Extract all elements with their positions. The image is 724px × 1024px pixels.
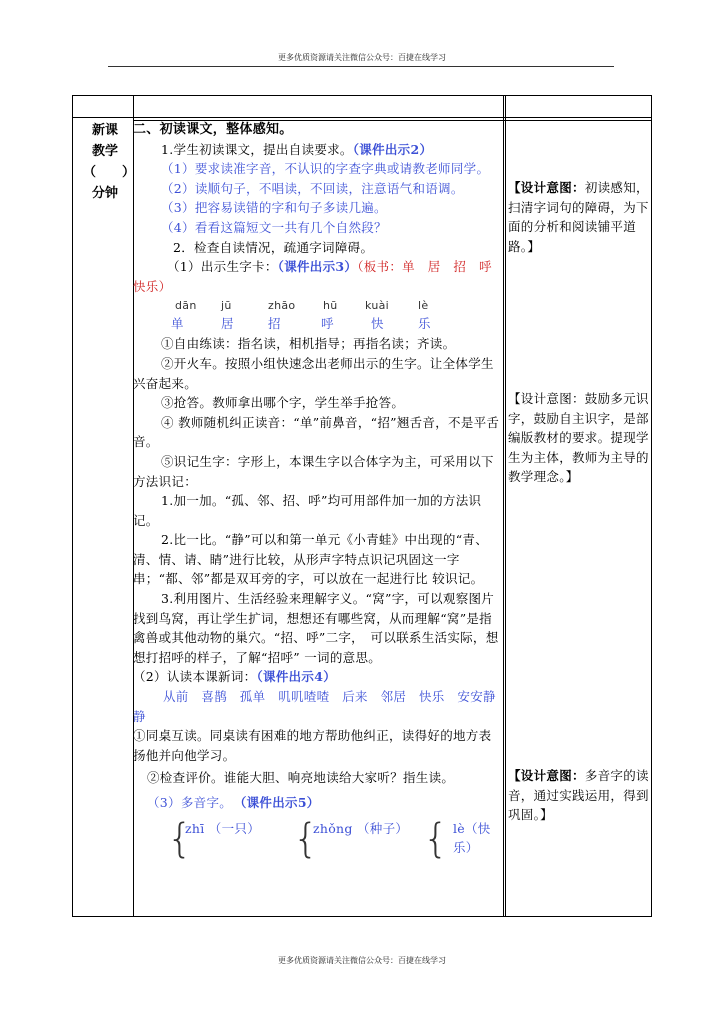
column-divider-2 <box>503 96 506 916</box>
brace-icon-1: { <box>167 815 193 862</box>
brace-icon-2: { <box>293 815 319 862</box>
section-label <box>83 120 136 204</box>
step-2-2-text: （2）认读本课新词： <box>133 669 257 685</box>
hanzi-5: 快 <box>371 316 384 332</box>
pinyin-4: hū <box>323 299 338 313</box>
page-footer-text: 更多优质资源请关注微信公众号：百捷在线学习 <box>278 956 446 965</box>
requirement-2: （2）读顺句子，不唱读，不回读，注意语气和语调。 <box>161 180 464 196</box>
pinyin-row <box>133 296 503 314</box>
method-5: ⑤识记生字：字形上，本课生字以合体字为主，可采用以下方法识记： <box>133 453 494 489</box>
header-divider <box>108 66 614 67</box>
intent-3-label: 【设计意图： <box>508 768 585 783</box>
step-2-2 <box>133 667 503 687</box>
word-activity-2: ②检查评价。谁能大胆、响亮地读给大家听？指生读。 <box>147 770 455 786</box>
pinyin-1: dān <box>175 299 197 313</box>
hanzi-row <box>133 314 503 334</box>
step-1-text: 1.学生初读课文，提出自读要求。 <box>161 141 353 157</box>
pinyin-3: zhāo <box>268 299 296 313</box>
word-activity-1: ①同桌互读。同桌读有困难的地方帮助他纠正，读得好的地方表扬他并向他学习。 <box>133 728 492 763</box>
requirement-4: （4）看看这篇短文一共有几个自然段？ <box>161 219 387 235</box>
memorize-2: 2.比一比。“静”可以和第一单元《小青蛙》中出现的“青、清、情、请、睛”进行比较，从形声字特点识记巩固这一字串；“都、邻”都是双耳旁的字，可以放在一起进行比 较识记。 <box>133 532 488 587</box>
hanzi-3: 招 <box>268 316 281 332</box>
memorize-3: 3.利用图片、生活经验来理解字义。“窝”字，可以观察图片找到鸟窝，再让学生扩词，想想还有哪些窝，从而理解“窝”是指禽兽或其他动物的巢穴。“招、呼”二字， 可以联系生活实际，想想打招呼的样子，了解“招呼” 一词的意思。 <box>133 591 499 665</box>
page-header-text: 更多优质资源请关注微信公众号：百捷在线学习 <box>278 53 446 62</box>
board-note: （板书：单 居 招 呼 快乐） <box>133 259 505 294</box>
step-2-3-text: （3）多音字。 <box>147 795 233 810</box>
method-2: ②开火车。按照小组快速念出老师出示的生字。让全体学生兴奋起来。 <box>133 355 494 391</box>
design-intent-2: 【设计意图：鼓励多元识字，鼓励自主识字，是部编版教材的要求。提现学生为主体，教师为主导的教学理念。】 <box>508 391 649 485</box>
new-words: 从前 喜鹊 孤单 叽叽喳喳 后来 邻居 快乐 安安静静 <box>133 689 496 724</box>
method-4: ④ 教师随机纠正读音：“单”前鼻音，“招”翘舌音，不是平舌音。 <box>133 414 500 450</box>
label-line-3: （ ） <box>83 165 136 180</box>
courseware-tag-2: （课件出示2） <box>352 141 433 157</box>
polyphone-3: lè（快乐） <box>453 820 491 856</box>
lesson-table <box>72 95 652 917</box>
step-2-1-text: （1）出示生字卡： <box>167 259 278 275</box>
requirement-1: （1）要求读准字音，不认识的字查字典或请教老师同学。 <box>161 161 490 177</box>
label-line-1: 新课 <box>91 123 118 138</box>
pinyin-5: kuài <box>365 299 390 313</box>
polyphone-row <box>133 815 503 862</box>
method-3: ③抢答。教师拿出哪个字，学生举手抢答。 <box>161 395 405 411</box>
design-intent-1 <box>508 178 652 256</box>
pinyin-6: lè <box>418 299 429 313</box>
brace-icon-3: { <box>423 815 449 862</box>
step-1 <box>133 140 503 160</box>
hanzi-2: 居 <box>221 316 234 332</box>
polyphone-1: zhī （一只） <box>185 820 261 836</box>
intent-3-text: 多音字的读音，通过实践运用，得到巩固。】 <box>508 768 649 823</box>
step-2-3 <box>133 793 503 813</box>
label-line-2: 教学 <box>91 144 118 159</box>
memorize-1: 1.加一加。“孤、邻、招、呼”均可用部件加一加的方法识记。 <box>133 493 482 528</box>
intent-1-label: 【设计意图： <box>508 180 585 195</box>
pinyin-2: jū <box>221 299 232 313</box>
courseware-tag-4: （课件出示4） <box>256 669 337 685</box>
top-row-divider <box>73 117 651 118</box>
design-intent-3 <box>508 766 652 825</box>
requirement-3: （3）把容易读错的字和句子多读几遍。 <box>161 200 387 216</box>
courseware-tag-3: （课件出示3） <box>277 259 358 275</box>
label-line-4: 分钟 <box>91 186 118 201</box>
lesson-content <box>133 120 505 862</box>
polyphone-2: zhǒng （种子） <box>313 820 409 836</box>
intent-1-text: 初读感知，扫清字词句的障碍，为下面的分析和阅读铺平道路。】 <box>508 180 649 254</box>
hanzi-6: 乐 <box>418 316 431 332</box>
step-2-1 <box>133 257 503 296</box>
hanzi-1: 单 <box>171 316 184 332</box>
hanzi-4: 呼 <box>321 316 334 332</box>
method-1: ①自由练读：指名读，相机指导；再指名读；齐读。 <box>161 336 456 352</box>
step-2: 2．检查自读情况，疏通字词障碍。 <box>173 239 374 255</box>
courseware-tag-5: （课件出示5） <box>240 795 320 810</box>
section-title: 二、初读课文，整体感知。 <box>133 122 293 137</box>
